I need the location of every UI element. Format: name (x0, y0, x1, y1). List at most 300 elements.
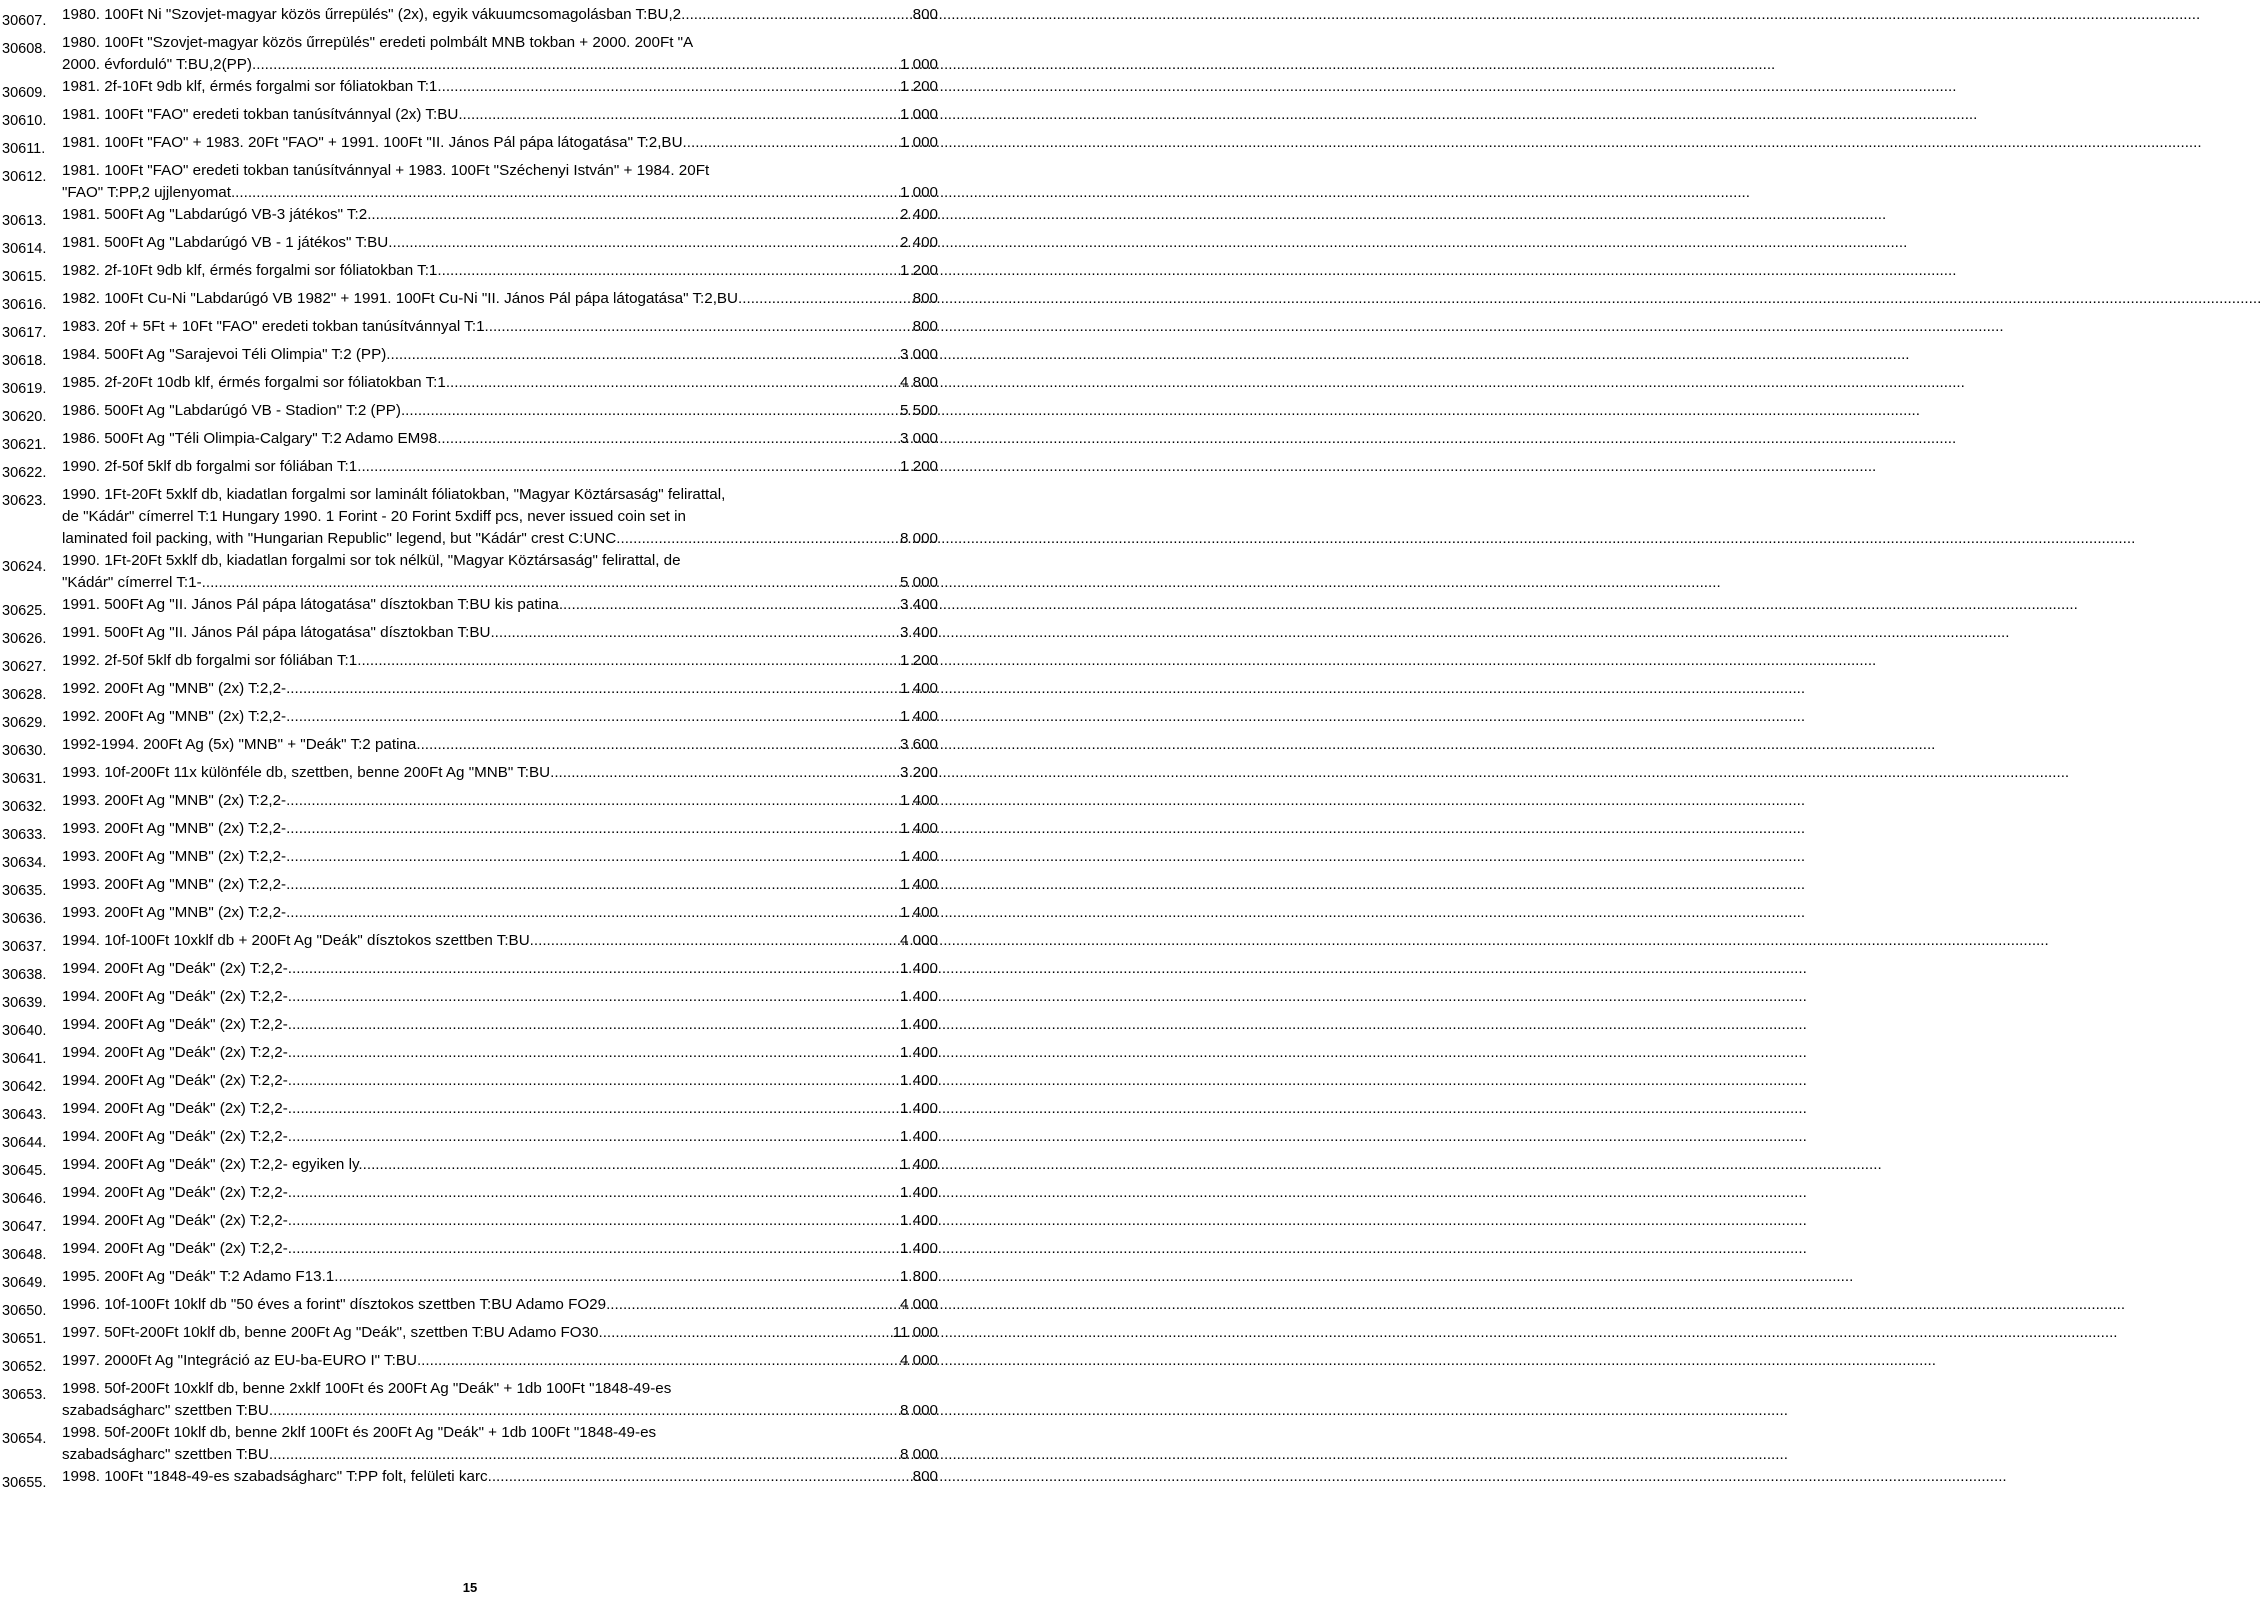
dot-leader (401, 400, 900, 422)
starting-price: 800 (912, 6, 938, 23)
starting-price: 800 (912, 1468, 938, 1485)
dot-leader (288, 958, 900, 980)
entry-description (62, 372, 938, 394)
description-last-line (62, 594, 938, 616)
description-text: 1994. 200Ft Ag "Deák" (2x) T:2,2- (62, 1240, 288, 1257)
lot-number: 30627. (2, 659, 47, 675)
description-text: 1991. 500Ft Ag "II. János Pál pápa látogatása" dísztokban T:BU (62, 624, 491, 641)
starting-price: 1 000 (899, 184, 938, 201)
catalog-entry (0, 344, 950, 372)
description-last-line (62, 650, 938, 672)
lot-number: 30619. (2, 381, 47, 397)
description-text: 1997. 50Ft-200Ft 10klf db, benne 200Ft Ag "Deák", szettben T:BU Adamo FO30 (62, 1324, 599, 1341)
description-text: 1994. 200Ft Ag "Deák" (2x) T:2,2- (62, 1184, 288, 1201)
description-text: 1986. 500Ft Ag "Téli Olimpia-Calgary" T:2 Adamo EM98 (62, 430, 438, 447)
entry-description (62, 204, 938, 226)
description-last-line (62, 76, 938, 98)
dot-leader (488, 1466, 913, 1488)
dot-leader (417, 1350, 900, 1372)
description-text: 2000. évforduló" T:BU,2(PP). (62, 56, 257, 73)
starting-price: 1 400 (899, 1212, 938, 1229)
catalog-entry (0, 930, 950, 958)
starting-price: 5 500 (899, 402, 938, 419)
catalog-entry (0, 1238, 950, 1266)
catalog-entry (0, 1322, 950, 1350)
dot-leader (367, 204, 900, 226)
description-last-line (62, 958, 938, 980)
description-text: 1980. 100Ft Ni "Szovjet-magyar közös űrrepülés" (2x), egyik vákuumcsomagolásban T:BU,2 (62, 6, 682, 23)
description-text: "FAO" T:PP,2 ujjlenyomat (62, 184, 231, 201)
entry-description (62, 32, 938, 76)
catalog-entry (0, 428, 950, 456)
entry-description (62, 104, 938, 126)
starting-price: 1 200 (899, 262, 938, 279)
description-last-line (62, 4, 938, 26)
description-last-line (62, 456, 938, 478)
starting-price: 1 400 (899, 792, 938, 809)
lot-number: 30631. (2, 771, 47, 787)
lot-number: 30652. (2, 1359, 47, 1375)
description-line: de "Kádár" címerrel T:1 Hungary 1990. 1 Forint - 20 Forint 5xdiff pcs, never issued coin set in (62, 508, 686, 525)
description-text: 1990. 2f-50f 5klf db forgalmi sor fóliában T:1 (62, 458, 358, 475)
dot-leader (286, 846, 900, 868)
entry-description (62, 260, 938, 282)
lot-number: 30607. (2, 13, 47, 29)
entry-description (62, 456, 938, 478)
catalog-entry (0, 550, 950, 594)
catalog-entry (0, 1182, 950, 1210)
catalog-entry (0, 316, 950, 344)
entry-description (62, 1294, 938, 1316)
entry-description (62, 1238, 938, 1260)
starting-price: 1 200 (899, 458, 938, 475)
lot-number: 30625. (2, 603, 47, 619)
entry-description (62, 1182, 938, 1204)
description-last-line (62, 428, 938, 450)
dot-leader (286, 678, 900, 700)
catalog-entry (0, 790, 950, 818)
description-last-line (62, 846, 938, 868)
description-text: 1994. 200Ft Ag "Deák" (2x) T:2,2- (62, 1016, 288, 1033)
lot-number: 30620. (2, 409, 47, 425)
dot-leader (458, 104, 900, 126)
description-last-line (62, 1098, 938, 1120)
description-last-line (62, 1154, 938, 1176)
catalog-entry (0, 1014, 950, 1042)
entry-description (62, 1466, 938, 1488)
starting-price: 1 400 (899, 876, 938, 893)
entry-description (62, 1070, 938, 1092)
starting-price: 1 400 (899, 960, 938, 977)
description-last-line (62, 874, 938, 896)
description-text: 1981. 500Ft Ag "Labdarúgó VB-3 játékos" T:2 (62, 206, 368, 223)
catalog-entry (0, 1294, 950, 1322)
description-last-line (62, 1350, 938, 1372)
description-text: 1984. 500Ft Ag "Sarajevoi Téli Olimpia" T:2 (PP). (62, 346, 391, 363)
catalog-entry (0, 1422, 950, 1466)
starting-price: 1 400 (899, 904, 938, 921)
dot-leader (288, 1182, 900, 1204)
entry-description (62, 484, 938, 550)
dot-leader (286, 874, 900, 896)
lot-number: 30616. (2, 297, 47, 313)
entry-description (62, 706, 938, 728)
catalog-entry (0, 232, 950, 260)
dot-leader (357, 650, 900, 672)
lot-number: 30621. (2, 437, 47, 453)
dot-leader (490, 622, 900, 644)
dot-leader (288, 986, 900, 1008)
lot-number: 30623. (2, 493, 47, 509)
starting-price: 1 400 (899, 1044, 938, 1061)
entry-description (62, 288, 938, 310)
description-text: 1994. 200Ft Ag "Deák" (2x) T:2,2- egyiken ly. (62, 1156, 363, 1173)
catalog-entry (0, 1070, 950, 1098)
entry-description (62, 790, 938, 812)
description-last-line (62, 1294, 938, 1316)
starting-price: 1 400 (899, 1072, 938, 1089)
starting-price: 1 400 (899, 1184, 938, 1201)
description-last-line (62, 1182, 938, 1204)
description-line: 1981. 100Ft "FAO" eredeti tokban tanúsítvánnyal + 1983. 100Ft "Széchenyi István" + 1984. 20Ft (62, 162, 710, 179)
catalog-list (0, 4, 950, 1494)
starting-price: 8 000 (899, 1402, 938, 1419)
catalog-entry (0, 650, 950, 678)
catalog-entry (0, 1350, 950, 1378)
lot-number: 30648. (2, 1247, 47, 1263)
description-text: 1994. 200Ft Ag "Deák" (2x) T:2,2- (62, 988, 288, 1005)
dot-leader (269, 1400, 900, 1422)
starting-price: 1 400 (899, 820, 938, 837)
starting-price: 4 800 (899, 374, 938, 391)
lot-number: 30629. (2, 715, 47, 731)
dot-leader (286, 706, 900, 728)
description-text: 1993. 10f-200Ft 11x különféle db, szettben, benne 200Ft Ag "MNB" T:BU (62, 764, 551, 781)
lot-number: 30610. (2, 113, 47, 129)
description-last-line (62, 260, 938, 282)
description-last-line (62, 1466, 938, 1488)
lot-number: 30635. (2, 883, 47, 899)
lot-number: 30611. (2, 141, 46, 157)
dot-leader (363, 1154, 900, 1176)
description-last-line (62, 1210, 938, 1232)
lot-number: 30615. (2, 269, 47, 285)
description-last-line (62, 316, 938, 338)
description-last-line (62, 288, 938, 310)
dot-leader (598, 1322, 892, 1344)
lot-number: 30651. (2, 1331, 47, 1347)
lot-number: 30632. (2, 799, 47, 815)
description-text: 1982. 2f-10Ft 9db klf, érmés forgalmi sor fóliatokban T:1 (62, 262, 438, 279)
description-text: 1982. 100Ft Cu-Ni "Labdarúgó VB 1982" + 1991. 100Ft Cu-Ni "II. János Pál pápa látogatása" T:2,BU. (62, 290, 743, 307)
catalog-entry (0, 260, 950, 288)
description-text: 1983. 20f + 5Ft + 10Ft "FAO" eredeti tokban tanúsítvánnyal T:1 (62, 318, 485, 335)
dot-leader (334, 1266, 900, 1288)
catalog-entry (0, 1126, 950, 1154)
entry-description (62, 958, 938, 980)
description-last-line (62, 734, 938, 756)
description-text: 1994. 200Ft Ag "Deák" (2x) T:2,2- (62, 1128, 288, 1145)
catalog-entry (0, 132, 950, 160)
description-text: 1992. 200Ft Ag "MNB" (2x) T:2,2- (62, 708, 287, 725)
description-text: 1993. 200Ft Ag "MNB" (2x) T:2,2- (62, 820, 287, 837)
starting-price: 3 000 (899, 430, 938, 447)
dot-leader (288, 1098, 900, 1120)
description-text: laminated foil packing, with "Hungarian Republic" legend, but "Kádár" crest C:UNC (62, 530, 617, 547)
description-last-line (62, 132, 938, 154)
lot-number: 30636. (2, 911, 47, 927)
starting-price: 3 200 (899, 764, 938, 781)
starting-price: 1 400 (899, 988, 938, 1005)
entry-description (62, 734, 938, 756)
lot-number: 30622. (2, 465, 47, 481)
dot-leader (485, 316, 913, 338)
page-number: 15 (462, 1580, 478, 1595)
description-last-line (62, 572, 938, 594)
description-last-line (62, 54, 938, 76)
dot-leader (416, 734, 900, 756)
starting-price: 1 400 (899, 1156, 938, 1173)
description-text: 1995. 200Ft Ag "Deák" T:2 Adamo F13.1 (62, 1268, 335, 1285)
entry-description (62, 902, 938, 924)
catalog-entry (0, 678, 950, 706)
dot-leader (559, 594, 900, 616)
description-last-line (62, 104, 938, 126)
description-last-line (62, 400, 938, 422)
lot-number: 30643. (2, 1107, 47, 1123)
lot-number: 30644. (2, 1135, 47, 1151)
starting-price: 4 000 (899, 1296, 938, 1313)
starting-price: 1 400 (899, 708, 938, 725)
description-last-line (62, 678, 938, 700)
entry-description (62, 594, 938, 616)
dot-leader (288, 1210, 900, 1232)
entry-description (62, 1322, 938, 1344)
lot-number: 30626. (2, 631, 47, 647)
dot-leader (616, 528, 900, 550)
starting-price: 1 200 (899, 652, 938, 669)
entry-description (62, 1266, 938, 1288)
entry-description (62, 344, 938, 366)
lot-number: 30642. (2, 1079, 47, 1095)
lot-number: 30647. (2, 1219, 47, 1235)
entry-description (62, 678, 938, 700)
description-text: 1981. 100Ft "FAO" + 1983. 20Ft "FAO" + 1991. 100Ft "II. János Pál pápa látogatása" T:2,BU (62, 134, 683, 151)
starting-price: 1 200 (899, 78, 938, 95)
entry-description (62, 818, 938, 840)
description-text: 1993. 200Ft Ag "MNB" (2x) T:2,2- (62, 848, 287, 865)
lot-number: 30630. (2, 743, 47, 759)
catalog-entry (0, 1042, 950, 1070)
catalog-entry (0, 1378, 950, 1422)
dot-leader (288, 1238, 900, 1260)
description-text: 1993. 200Ft Ag "MNB" (2x) T:2,2- (62, 792, 287, 809)
entry-description (62, 986, 938, 1008)
catalog-entry (0, 818, 950, 846)
description-text: 1994. 200Ft Ag "Deák" (2x) T:2,2- (62, 960, 288, 977)
catalog-entry (0, 1210, 950, 1238)
starting-price: 2 400 (899, 234, 938, 251)
description-last-line (62, 372, 938, 394)
catalog-entry (0, 986, 950, 1014)
description-text: 1981. 2f-10Ft 9db klf, érmés forgalmi sor fóliatokban T:1 (62, 78, 438, 95)
description-last-line (62, 1042, 938, 1064)
lot-number: 30617. (2, 325, 47, 341)
dot-leader (288, 1014, 900, 1036)
dot-leader (530, 930, 900, 952)
entry-description (62, 232, 938, 254)
description-text: 1996. 10f-100Ft 10klf db "50 éves a forint" dísztokos szettben T:BU Adamo FO29 (62, 1296, 607, 1313)
entry-description (62, 132, 938, 154)
entry-description (62, 1126, 938, 1148)
starting-price: 3 400 (899, 596, 938, 613)
entry-description (62, 1042, 938, 1064)
catalog-entry (0, 400, 950, 428)
lot-number: 30638. (2, 967, 47, 983)
catalog-entry (0, 734, 950, 762)
lot-number: 30650. (2, 1303, 47, 1319)
lot-number: 30634. (2, 855, 47, 871)
lot-number: 30612. (2, 169, 47, 185)
lot-number: 30618. (2, 353, 47, 369)
description-last-line (62, 790, 938, 812)
catalog-entry (0, 76, 950, 104)
lot-number: 30639. (2, 995, 47, 1011)
entry-description (62, 846, 938, 868)
entry-description (62, 1350, 938, 1372)
description-text: 1986. 500Ft Ag "Labdarúgó VB - Stadion" T:2 (PP) (62, 402, 401, 419)
lot-number: 30655. (2, 1475, 47, 1491)
catalog-entry (0, 1098, 950, 1126)
dot-leader (683, 132, 900, 154)
description-text: 1994. 200Ft Ag "Deák" (2x) T:2,2- (62, 1212, 288, 1229)
description-last-line (62, 344, 938, 366)
description-text: 1981. 500Ft Ag "Labdarúgó VB - 1 játékos" T:BU (62, 234, 389, 251)
catalog-entry (0, 4, 950, 32)
starting-price: 1 000 (899, 106, 938, 123)
starting-price: 4 000 (899, 1352, 938, 1369)
entry-description (62, 76, 938, 98)
starting-price: 8 000 (899, 530, 938, 547)
description-text: 1994. 200Ft Ag "Deák" (2x) T:2,2- (62, 1100, 288, 1117)
starting-price: 4 000 (899, 932, 938, 949)
entry-description (62, 1210, 938, 1232)
entry-description (62, 400, 938, 422)
description-last-line (62, 930, 938, 952)
catalog-entry (0, 902, 950, 930)
catalog-entry (0, 762, 950, 790)
catalog-entry (0, 622, 950, 650)
description-last-line (62, 762, 938, 784)
description-text: "Kádár" címerrel T:1- (62, 574, 202, 591)
starting-price: 3 600 (899, 736, 938, 753)
dot-leader (202, 572, 900, 594)
starting-price: 1 400 (899, 1016, 938, 1033)
catalog-entry (0, 288, 950, 316)
entry-description (62, 160, 938, 204)
entry-description (62, 4, 938, 26)
description-text: 1981. 100Ft "FAO" eredeti tokban tanúsítvánnyal (2x) T:BU (62, 106, 459, 123)
description-line: 1998. 50f-200Ft 10klf db, benne 2klf 100Ft és 200Ft Ag "Deák" + 1db 100Ft "1848-49-es (62, 1424, 657, 1441)
description-text: 1994. 200Ft Ag "Deák" (2x) T:2,2- (62, 1072, 288, 1089)
catalog-entry (0, 160, 950, 204)
starting-price: 5 000 (899, 574, 938, 591)
starting-price: 1 800 (899, 1268, 938, 1285)
lot-number: 30641. (2, 1051, 47, 1067)
description-last-line (62, 1126, 938, 1148)
dot-leader (681, 4, 913, 26)
description-text: szabadságharc" szettben T:BU (62, 1446, 269, 1463)
catalog-entry (0, 1266, 950, 1294)
starting-price: 8 000 (899, 1446, 938, 1463)
description-line: 1990. 1Ft-20Ft 5xklf db, kiadatlan forgalmi sor tok nélkül, "Magyar Köztársaság" felirattal, de (62, 552, 681, 569)
catalog-entry (0, 104, 950, 132)
starting-price: 1 000 (899, 134, 938, 151)
dot-leader (256, 54, 900, 76)
starting-price: 11 000 (892, 1324, 938, 1341)
dot-leader (437, 260, 900, 282)
description-line: 1980. 100Ft "Szovjet-magyar közös űrrepülés" eredeti polmbált MNB tokban + 2000. 200Ft "A (62, 34, 694, 51)
description-last-line (62, 818, 938, 840)
description-text: 1992. 2f-50f 5klf db forgalmi sor fóliában T:1 (62, 652, 358, 669)
catalog-entry (0, 372, 950, 400)
starting-price: 3 400 (899, 624, 938, 641)
starting-price: 1 400 (899, 1100, 938, 1117)
description-last-line (62, 1322, 938, 1344)
lot-number: 30633. (2, 827, 47, 843)
dot-leader (286, 790, 900, 812)
lot-number: 30624. (2, 559, 47, 575)
dot-leader (269, 1444, 900, 1466)
description-text: 1992-1994. 200Ft Ag (5x) "MNB" + "Deák" T:2 patina (62, 736, 417, 753)
dot-leader (550, 762, 900, 784)
entry-description (62, 622, 938, 644)
lot-number: 30613. (2, 213, 47, 229)
starting-price: 1 000 (899, 56, 938, 73)
entry-description (62, 1422, 938, 1466)
dot-leader (288, 1070, 900, 1092)
catalog-entry (0, 204, 950, 232)
description-text: szabadságharc" szettben T:BU (62, 1402, 269, 1419)
lot-number: 30640. (2, 1023, 47, 1039)
dot-leader (446, 372, 900, 394)
lot-number: 30645. (2, 1163, 47, 1179)
description-last-line (62, 1444, 938, 1466)
dot-leader (286, 818, 900, 840)
catalog-entry (0, 1154, 950, 1182)
description-last-line (62, 232, 938, 254)
description-last-line (62, 1070, 938, 1092)
dot-leader (288, 1126, 900, 1148)
description-last-line (62, 1014, 938, 1036)
lot-number: 30646. (2, 1191, 47, 1207)
description-line: 1990. 1Ft-20Ft 5xklf db, kiadatlan forgalmi sor laminált fóliatokban, "Magyar Köztársaság" felirattal, (62, 486, 726, 503)
dot-leader (606, 1294, 900, 1316)
entry-description (62, 428, 938, 450)
dot-leader (742, 288, 912, 310)
description-last-line (62, 1266, 938, 1288)
catalog-entry (0, 1466, 950, 1494)
catalog-entry (0, 32, 950, 76)
starting-price: 3 000 (899, 346, 938, 363)
dot-leader (357, 456, 900, 478)
lot-number: 30608. (2, 41, 47, 57)
dot-leader (286, 902, 900, 924)
description-text: 1994. 10f-100Ft 10xklf db + 200Ft Ag "Deák" dísztokos szettben T:BU (62, 932, 530, 949)
lot-number: 30628. (2, 687, 47, 703)
catalog-entry (0, 706, 950, 734)
entry-description (62, 930, 938, 952)
